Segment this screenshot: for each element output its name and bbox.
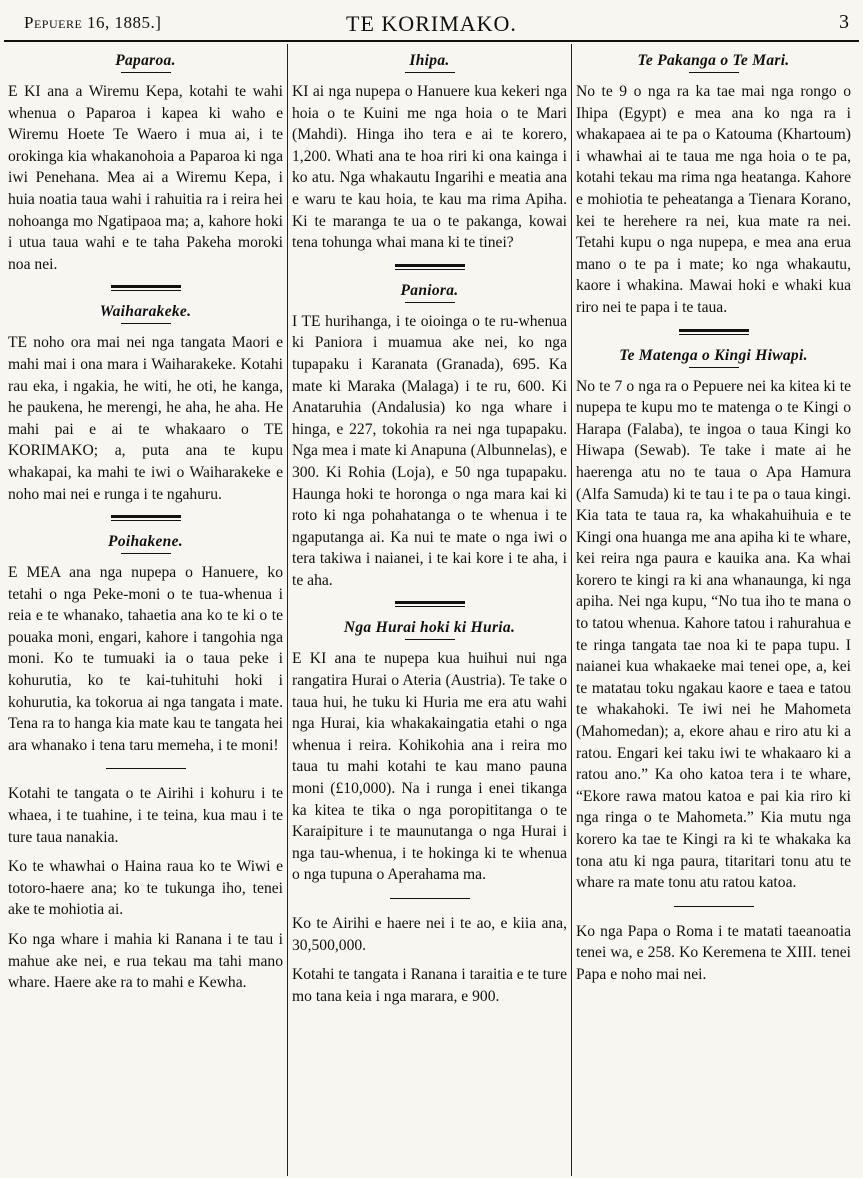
news-item: Kotahi te tangata i Ranana i taraitia e te ture mo tana keia i nga marara, e 900.	[292, 966, 567, 1005]
heading-rule	[121, 72, 171, 73]
article-waiharakeke	[8, 303, 283, 505]
heading-rule	[121, 553, 171, 554]
article-heading: Paparoa.	[115, 52, 176, 69]
article-heading: Waiharakeke.	[99, 303, 192, 321]
article-ihipa	[292, 52, 567, 254]
section-divider	[106, 768, 186, 769]
article-heading: Paniora.	[400, 281, 459, 299]
heading-rule	[689, 72, 739, 73]
article-body: No te 9 o nga ra ka tae mai nga rongo o Ihipa (Egypt) e mea ana ko nga ra i whakapaea ai te pa o Katouma (Khartoum) i whawhai ai te taua me nga hoia o te pa, kotahi tekau ma rima nga heatanga. Kahore e mohiotia te peheatanga a Tienara Korano, kei te herehere ra nei, kua mate ra nei. Tetahi kupu o nga nupepa, e mea ana erua mano o te pa i mate; ko nga whakautu, kaore i whakina. Mawai hoki e whaki kua riro nei te papa i te taua.	[576, 83, 851, 316]
column-divider	[287, 44, 288, 1176]
article-body: No te 7 o nga ra o Pepuere nei ka kitea ki te nupepa te kupu mo te matenga o te Kingi o Harapa (Falaba), te ingoa o taua Kingi ko Hiwapa (Sewab). Te take i mate ai he haerenga atu no te taua o Apa Hamura (Alfa Samuda) ki te tau i te pa o taua kingi. Kia tata te taua ra, ka whakahuihuia e te Kingi ona huanga me ana apiha ki te whare, kei reira nga paura e kauika ana. Ka whai korero te kingi ra ki ana whanaunga, ki nga apiha. Nei nga kupu, “No tua iho te mana o to tatou whenua. Kahore tatou i rahurahua e te ringa tangata tae noa ki te papa tupu. I naianei kua whakaeke mai tenei ope, a, kei te matatau toku ngakau kaore e taea e tatou te whakahoki. Te iwi nei he Mahometa (Mahomedan); a, ekore ahau e riro atu ki a ratou. Engari kei taku iwi te whakaaro ki a ratou ano.” Ka oho katoa tera i te whare, “Ekore rawa matou katoa e pai kia riro ki nga ringa o te Mahometa.” Kia mutu nga korero ka tae te Kingi ra ki te whakaka ka tona atu ki nga paura, titaritari tonu atu te whare ra mate tonu atu ratou katoa.	[576, 377, 851, 892]
page-number: 3	[839, 11, 849, 33]
article-body: E KI ana te nupepa kua huihui nui nga rangatira Hurai o Ateria (Austria). Te take o taua hui, he tuku ki Huria me era atu wahi nga Hurai, kia whakakaingatia etahi o nga whenua i reira. Kohikohia ana i reira mo taua tu mahi kotahi te kau mano pauna moni (£10,000). Na i runga i enei tikanga ka kitea te tika o nga poropititanga o te Karaipiture i te maunutanga o nga Hurai i nga tau-whenua, i te hokinga ki te whenua o nga tupuna o Aperahama ma.	[292, 650, 567, 884]
column-3	[576, 46, 851, 1174]
section-divider	[674, 906, 754, 907]
article-heading: Ihipa.	[409, 52, 450, 69]
article-body: E MEA ana nga nupepa o Hanuere, ko tetahi o nga Peke-moni o te tua-whenua i reia e te whanako, tahaetia ana ko te ki o te pouaka moni, engari, kahore i tangohia nga moni. Ko te tumuaki ia o taua peke i kohurutia, ko te kai-tuhituhi hoki i kohurutia, ka tokorua ai nga tangata i mate. Tena ra to hanga kia mate kau te tangata hei ara whanako i tena taru memeha, i te moni!	[8, 564, 283, 754]
section-divider	[395, 601, 465, 607]
heading-rule	[689, 367, 739, 368]
heading-rule	[405, 302, 455, 303]
article-heading: Poihakene.	[108, 533, 183, 551]
heading-rule	[405, 639, 455, 640]
article-heading: Te Pakanga o Te Mari.	[637, 52, 790, 69]
article-heading: Nga Hurai hoki ki Huria.	[343, 619, 516, 637]
article-body: I TE hurihanga, i te oioinga o te ru-whenua ki Paniora i muamua ake nei, ko nga tupapaku i Karanata (Granada), 695. Ka mate ki Maraka (Malaga) i te ru, 600. Ki Anataruhia (Andalusia) ko nga whare i hinga, e 227, tokohia ra nei nga tupapaku. Nga mea i mate ki Anapuna (Albunnelas), e 300. Ki Rohia (Loja), e 50 nga tupapaku. Haunga hoki te horonga o nga mara kai ki roto ki nga pohahatanga o te whenua i te ngaputanga ai. Ka nui te mate o nga iwi o tera takiwa i naianei, i te kai kore i te aha, i te aha.	[292, 312, 567, 589]
news-item: Kotahi te tangata o te Airihi i kohuru i te whaea, i te tuahine, i te teina, kua mau i te ture taua nanakia.	[8, 785, 283, 846]
news-item: Ko te Airihi e haere nei i te ao, e kiia ana, 30,500,000.	[292, 915, 567, 954]
column-2	[292, 46, 567, 1174]
article-paparoa	[8, 52, 283, 275]
news-item: Ko te whawhai o Haina raua ko te Wiwi e totoro-haere ana; ko te tukunga iho, tenei ake te mohiotia ai.	[8, 858, 283, 919]
newspaper-title: TE KORIMAKO.	[346, 11, 517, 36]
page-header	[4, 6, 859, 42]
issue-date: Pepuere 16, 1885.]	[24, 13, 162, 32]
column-divider	[571, 44, 572, 1176]
section-divider	[111, 285, 181, 291]
section-divider	[679, 329, 749, 335]
heading-rule	[121, 323, 171, 324]
article-heading: Te Matenga o Kingi Hiwapi.	[619, 346, 808, 364]
section-divider	[390, 898, 470, 899]
article-matenga	[576, 347, 851, 894]
article-body: KI ai nga nupepa o Hanuere kua kekeri nga hoia o te Kuini me nga hoia o te Mari (Mahdi). Hinga iho tera e ai te korero, 1,200. Whati ana te hoa riri ki ona kainga i ko atu. Nga whakautu Ingarihi e meatia ana e waru te kau hoia, te kau ma rima Apiha. Ki te maranga te ua o te pakanga, kowai tena tohunga whai mana ki te tinei?	[292, 83, 567, 252]
article-paniora	[292, 282, 567, 592]
article-pakanga	[576, 52, 851, 319]
article-poihakene	[8, 533, 283, 756]
section-divider	[111, 515, 181, 521]
article-body: E KI ana a Wiremu Kepa, kotahi te wahi whenua o Paparoa i kapea ki waho e Wiremu Hoete Te Waero i mua ai, i te orokinga kia whakanohoia a Paparoa ki nga iwi Penehana. Mea ai a Wiremu Kepa, i huia noatia taua wahi i rahuitia ra i reira hei nohoanga mo Ngatipaoa ma; a, kahore hoki i utua taua wahi e te taha Pakeha moroki noa nei.	[8, 83, 283, 273]
article-body: TE noho ora mai nei nga tangata Maori e mahi mai i ona mara i Waiharakeke. Kotahi rau eka, i ngakia, he witi, he oti, he kanga, he paukena, he merengi, he aha, he aha. He mahi pai e ai te whakaaro o TE KORIMAKO; a, puta ana te kupu whakapai, ka mahi te iwi o Waiharakeke e noho mai nei e runga i te ngahuru.	[8, 334, 283, 503]
section-divider	[395, 264, 465, 270]
heading-rule	[405, 72, 455, 73]
article-hurai	[292, 619, 567, 886]
column-1	[8, 46, 283, 1174]
news-item: Ko nga Papa o Roma i te matati taeanoatia tenei wa, e 258. Ko Keremena te XIII. tenei Papa e noho mai nei.	[576, 922, 851, 983]
news-item: Ko nga whare i mahia ki Ranana i te tau i mahue ake nei, e rua tekau ma tahi mano whare. Haere ake ra to mahi e Kewha.	[8, 931, 283, 992]
